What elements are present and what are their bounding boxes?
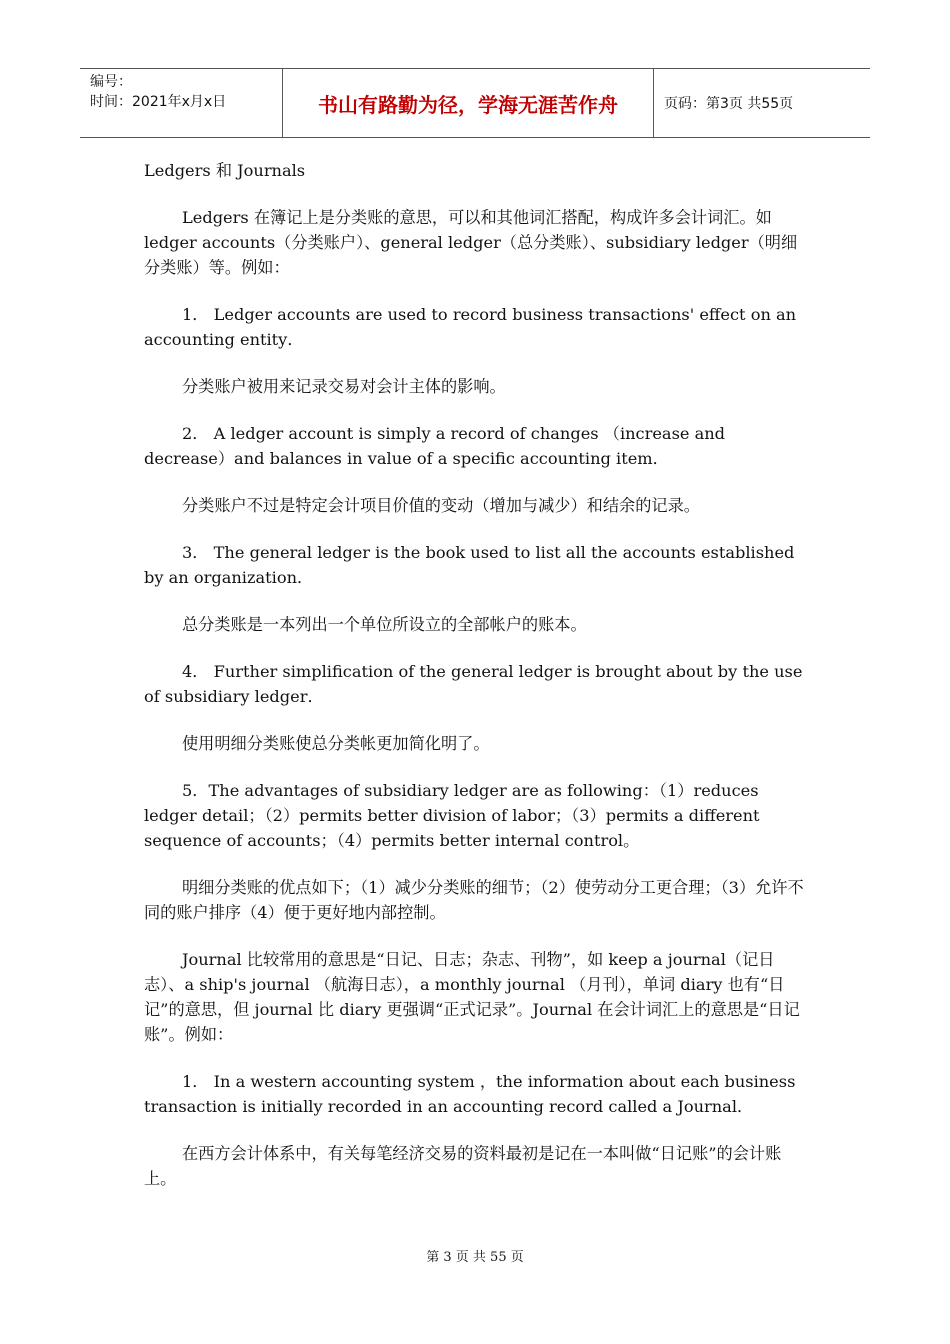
header-motto: 书山有路勤为径，学海无涯苦作舟	[282, 69, 654, 137]
paragraph: 2． A ledger account is simply a record of changes （increase and decrease）and balances in value of a specific accounting item．	[144, 424, 726, 468]
paragraph: 在西方会计体系中，有关每笔经济交易的资料最初是记在一本叫做“日记账”的会计账上。	[144, 1144, 782, 1188]
section-title: Ledgers 和 Journals	[144, 161, 306, 180]
number-label: 编号：	[90, 74, 132, 90]
paragraph: 分类账户被用来记录交易对会计主体的影响。	[182, 377, 506, 396]
paragraph: 3． The general ledger is the book used to list all the accounts established by an organization．	[144, 543, 795, 587]
paragraph: 使用明细分类账使总分类帐更加简化明了。	[182, 734, 490, 753]
date-label: 时间：2021年x月x日	[90, 94, 227, 110]
paragraph: Journal 比较常用的意思是“日记、日志；杂志、刊物”，如 keep a journal（记日志）、a ship's journal （航海日志），a monthly journal （月刊），单词 diary 也有“日记”的意思，但 journal 比 diary 更强调“正式记录”。Journal 在会计词汇上的意思是“日记账”。例如：	[144, 950, 800, 1044]
document-body	[144, 158, 808, 1213]
paragraph: 4． Further simplification of the general ledger is brought about by the use of subsidiary ledger．	[144, 662, 803, 706]
paragraph: 1． In a western accounting system ，the information about each business transaction is initially recorded in an accounting record called a Journal．	[144, 1072, 796, 1116]
paragraph: 分类账户不过是特定会计项目价值的变动（增加与减少）和结余的记录。	[182, 496, 700, 515]
page-header	[80, 68, 870, 138]
paragraph: 明细分类账的优点如下；（1）减少分类账的细节；（2）使劳动分工更合理；（3）允许不同的账户排序（4）便于更好地内部控制。	[144, 878, 804, 922]
paragraph: 总分类账是一本列出一个单位所设立的全部帐户的账本。	[182, 615, 587, 634]
header-meta	[80, 69, 282, 137]
paragraph: 1． Ledger accounts are used to record business transactions' effect on an accounting entity．	[144, 305, 797, 349]
paragraph: 5．The advantages of subsidiary ledger are as following：（1）reduces ledger detail；（2）permits better division of labor；（3）permits a different sequence of accounts；（4）permits better internal control。	[144, 781, 760, 850]
header-page-info: 页码：第3页 共55页	[664, 96, 794, 112]
page-footer: 第 3 页 共 55 页	[426, 1250, 524, 1265]
paragraph: Ledgers 在簿记上是分类账的意思，可以和其他词汇搭配，构成许多会计词汇。如 ledger accounts（分类账户）、general ledger（总分类账）、subsidiary ledger（明细分类账）等。例如：	[144, 208, 798, 277]
